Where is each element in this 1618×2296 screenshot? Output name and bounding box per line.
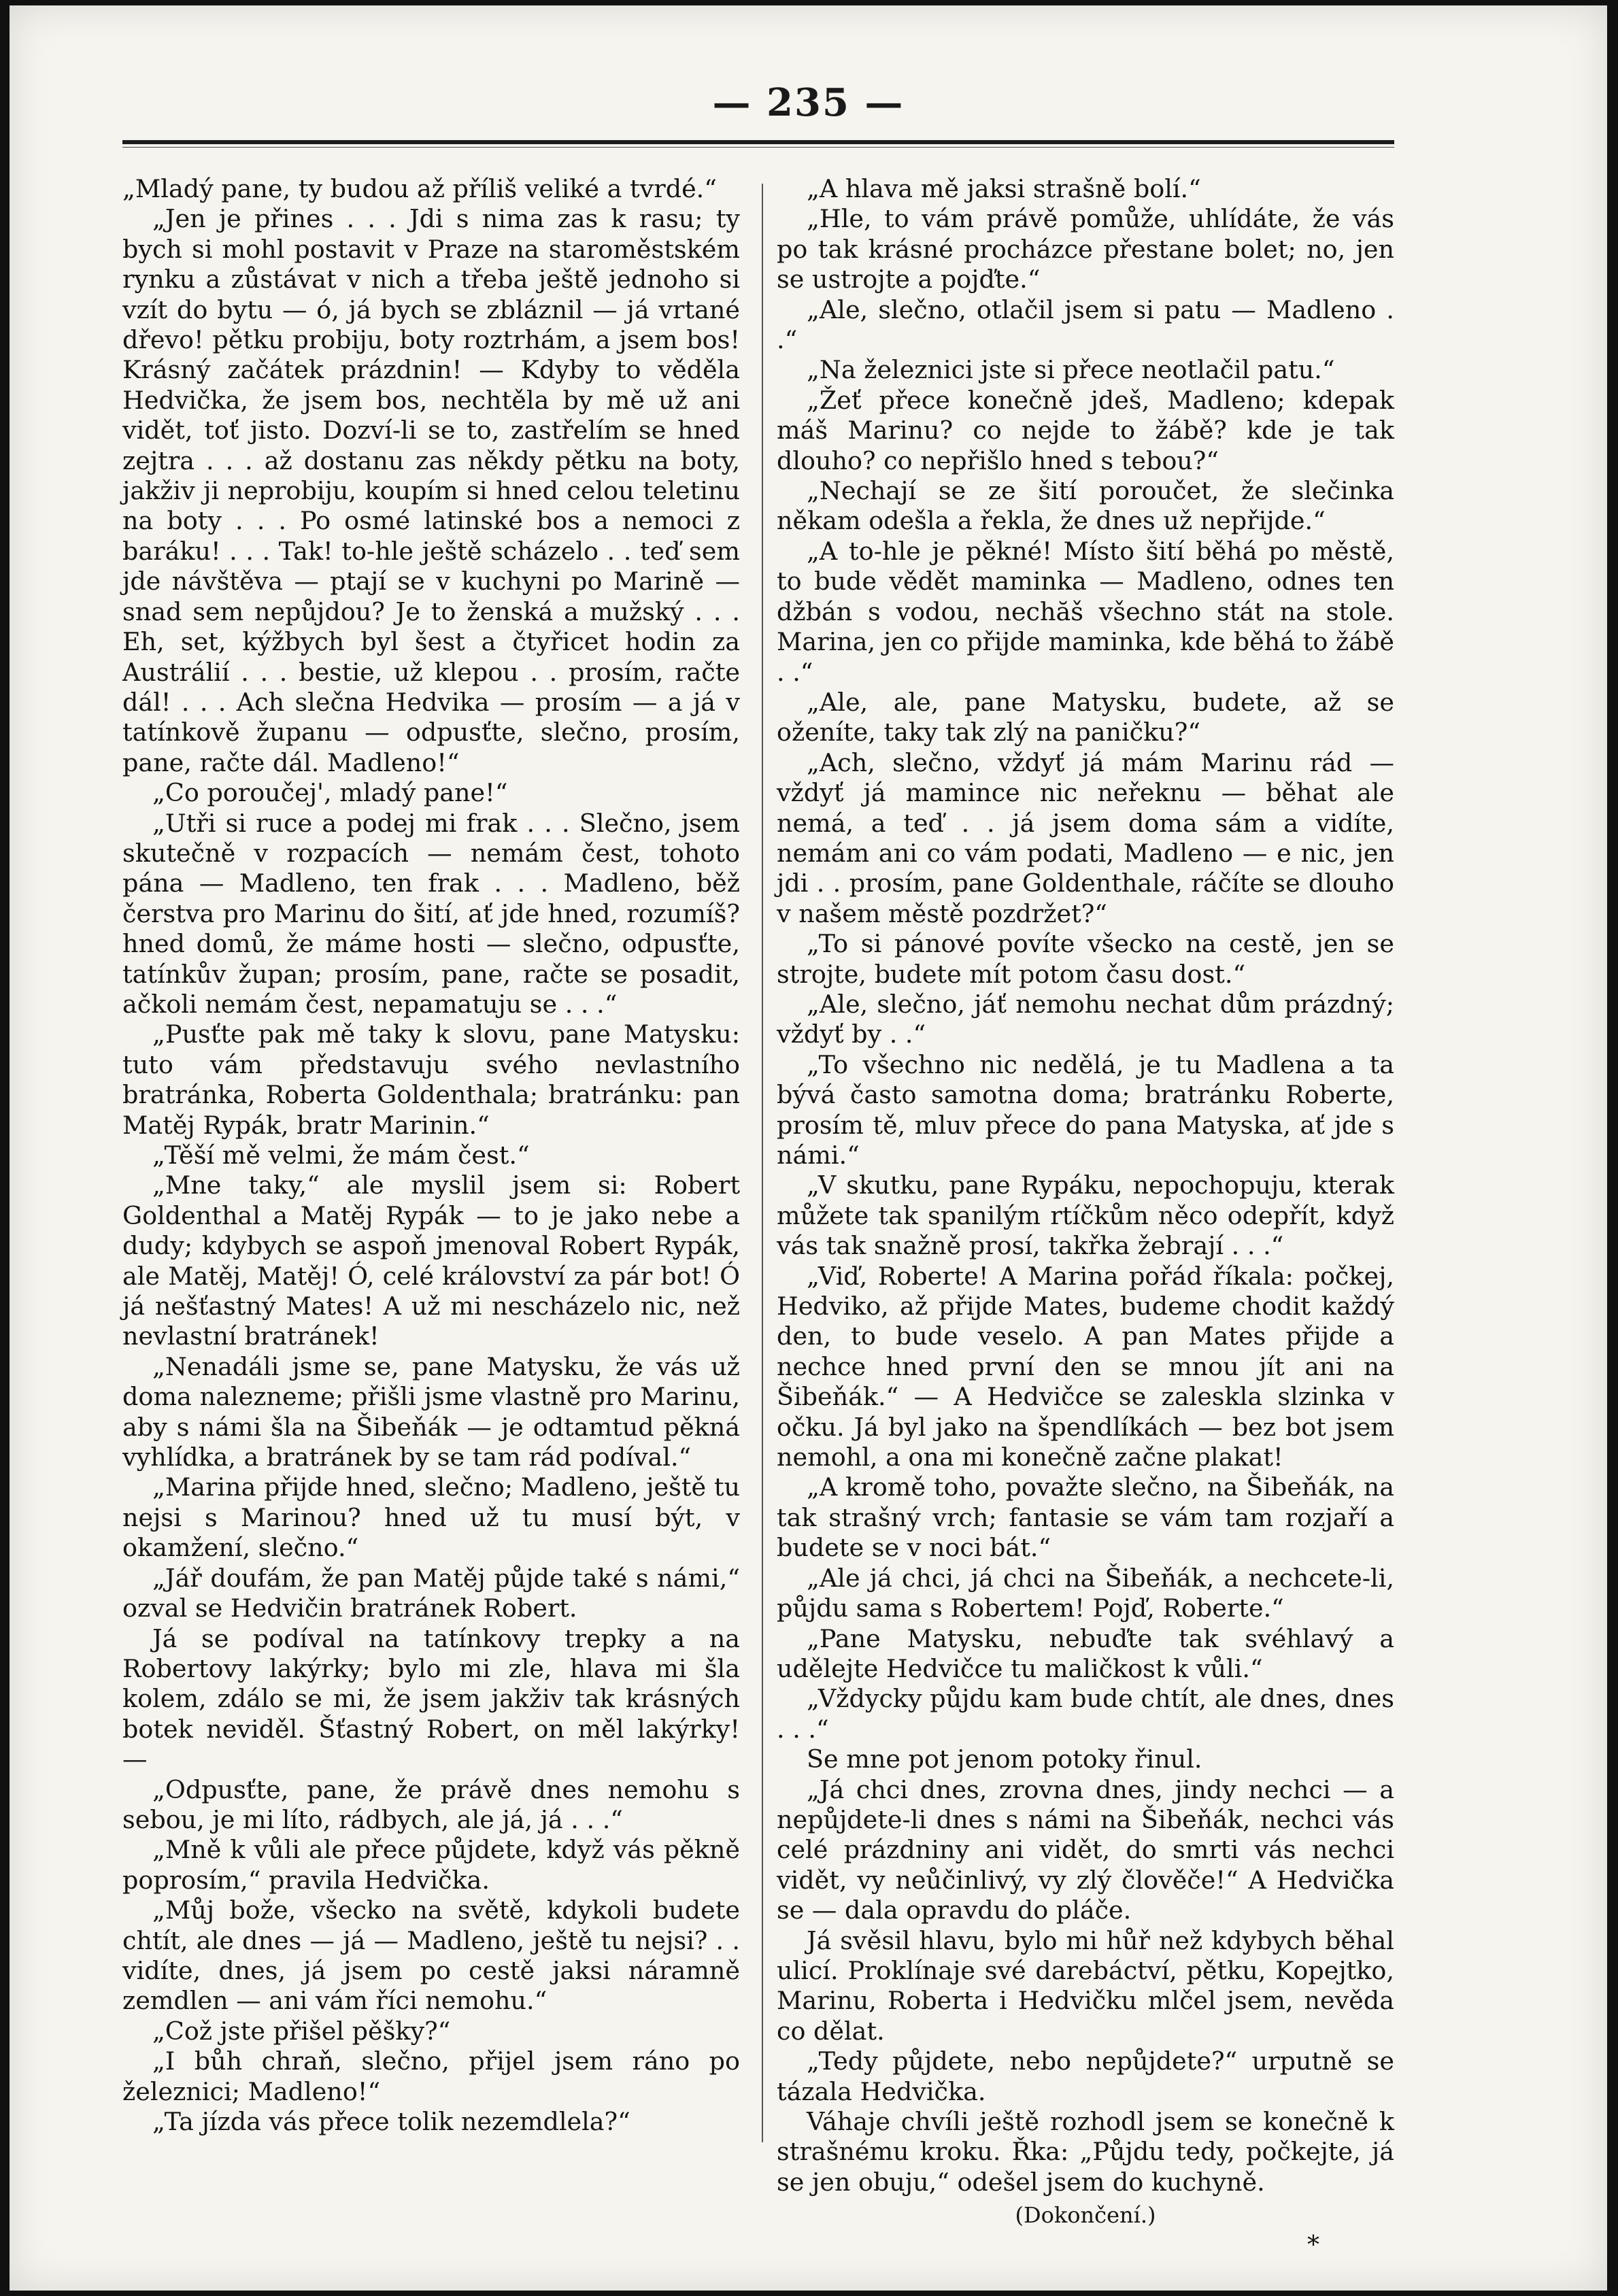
right-column bbox=[777, 174, 1394, 2261]
paragraph: „To všechno nic nedělá, je tu Madlena a ta bývá často samotna doma; bratránku Roberte, prosím tě, mluv přece do pana Matyska, ať jde s námi.“ bbox=[777, 1049, 1394, 1170]
paragraph: „Těší mě velmi, že mám čest.“ bbox=[152, 1141, 530, 1170]
paragraph: „Ale, slečno, otlačil jsem si patu — Madleno . .“ bbox=[777, 294, 1394, 355]
paragraph: „Můj bože, všecko na světě, kdykoli budete chtít, ale dnes — já — Madleno, ještě tu nejsi? . . vidíte, dnes, já jsem po cestě jaksi náramně zemdlen — ani vám říci nemohu.“ bbox=[122, 1895, 740, 2016]
header-rule bbox=[122, 140, 1394, 144]
paragraph: Se mne pot jenom potoky řinul. bbox=[807, 1744, 1202, 1774]
paragraph: „Na železnici jste si přece neotlačil patu.“ bbox=[807, 355, 1335, 385]
paragraph: „Já chci dnes, zrovna dnes, jindy nechci — a nepůjdete-li dnes s námi na Šibeňák, nechci vás celé prázdniny ani vidět, do smrti vás nechci vidět, vy neůčinlivý, vy zlý člověče!“ A Hedvička se — dala opravdu do pláče. bbox=[777, 1774, 1394, 1925]
paragraph: „Mladý pane, ty budou až příliš veliké a tvrdé.“ bbox=[122, 174, 717, 203]
paragraph: „Co poroučej', mladý pane!“ bbox=[152, 778, 508, 808]
paragraph: „Mně k vůli ale přece půjdete, když vás pěkně poprosím,“ pravila Hedvička. bbox=[122, 1835, 740, 1895]
paragraph: „Jen je přines . . . Jdi s nima zas k rasu; ty bych si mohl postavit v Praze na staroměstském rynku a zůstávat v nich a třeba ještě jednoho si vzít do bytu — ó, já bych se zbláznil — já vrtané dřevo! pětku probiju, boty roztrhám, a jsem bos! Krásný začátek prázdnin! — Kdyby to věděla Hedvička, že jsem bos, nechtěla by mě už ani vidět, toť jisto. Dozví-li se to, zastřelím se hned zejtra . . . až dostanu zas někdy pětku na boty, jakživ ji neprobiju, koupím si hned celou teletinu na boty . . . Po osmé latinské bos a nemoci z baráku! . . . Tak! to-hle ještě scházelo . . teď sem jde návštěva — ptají se v kuchyni po Marině — snad sem nepůjdou? Je to ženská a mužský . . . Eh, set, kýžbych byl šest a čtyřicet hodin za Austrálií . . . bestie, už klepou . . prosím, račte dál! . . . Ach slečna Hedvika — prosím — a já v tatínkově županu — odpusťte, slečno, prosím, pane, račte dál. Madleno!“ bbox=[122, 204, 740, 777]
paragraph: Váhaje chvíli ještě rozhodl jsem se konečně k strašnému kroku. Řka: „Půjdu tedy, počkejte, já se jen obuju,“ odešel jsem do kuchyně. bbox=[777, 2107, 1394, 2197]
paragraph: „Utři si ruce a podej mi frak . . . Slečno, jsem skutečně v rozpacích — nemám čest, tohoto pána — Madleno, ten frak . . . Madleno, běž čerstva pro Marinu do šití, ať jde hned, rozumíš? hned domů, že máme hosti — slečno, odpusťte, tatínkův župan; prosím, pane, račte se posadit, ačkoli nemám čest, nepamatuju se . . .“ bbox=[122, 808, 740, 1019]
paragraph: „Ach, slečno, vždyť já mám Marinu rád — vždyť já mamince nic neřeknu — běhat ale nemá, a teď . . já jsem doma sám a vidíte, nemám ani co vám podati, Madleno — e nic, jen jdi . . prosím, pane Goldenthale, ráčíte se dlouho v našem městě pozdržet?“ bbox=[777, 747, 1394, 928]
paragraph: „Pusťte pak mě taky k slovu, pane Matysku: tuto vám představuju svého nevlastního bratránka, Roberta Goldenthala; bratránku: pan Matěj Rypák, bratr Marinin.“ bbox=[122, 1019, 740, 1140]
paragraph: „Což jste přišel pěšky?“ bbox=[152, 2016, 451, 2046]
paragraph: „Žeť přece konečně jdeš, Madleno; kdepak máš Marinu? co nejde to žábě? kde je tak dlouho? co nepřišlo hned s tebou?“ bbox=[777, 385, 1394, 475]
newspaper-page bbox=[10, 5, 1607, 2291]
column-divider bbox=[762, 184, 763, 2142]
paragraph: „To si pánové povíte všecko na cestě, jen se strojte, budete mít potom času dost.“ bbox=[777, 929, 1394, 989]
page-number: — 235 — bbox=[712, 80, 905, 125]
paragraph: „Ale já chci, já chci na Šibeňák, a nechcete-li, půjdu sama s Robertem! Pojď, Roberte.“ bbox=[777, 1563, 1394, 1623]
paragraph: „Marina přijde hned, slečno; Madleno, ještě tu nejsi s Marinou? hned už tu musí být, v okamžení, slečno.“ bbox=[122, 1472, 740, 1563]
paragraph: „Vždycky půjdu kam bude chtít, ale dnes, dnes . . .“ bbox=[777, 1684, 1394, 1744]
continued-note: (Dokončení.) bbox=[1015, 2202, 1156, 2229]
paragraph: „I bůh chraň, slečno, přijel jsem ráno po železnici; Madleno!“ bbox=[122, 2046, 740, 2106]
paragraph: „Tedy půjdete, nebo nepůjdete?“ urputně se tázala Hedvička. bbox=[777, 2046, 1394, 2106]
paragraph: „Pane Matysku, nebuďte tak svéhlavý a udělejte Hedvičce tu maličkost k vůli.“ bbox=[777, 1623, 1394, 1683]
paragraph: „Odpusťte, pane, že právě dnes nemohu s sebou, je mi líto, rádbych, ale já, já . . .“ bbox=[122, 1774, 740, 1834]
asterisk-ornament: * bbox=[1307, 2231, 1319, 2259]
paragraph: „Jář doufám, že pan Matěj půjde také s námi,“ ozval se Hedvičin bratránek Robert. bbox=[122, 1563, 740, 1623]
paragraph: Já se podíval na tatínkovy trepky a na Robertovy lakýrky; bylo mi zle, hlava mi šla kolem, zdálo se mi, že jsem jakživ tak krásných botek neviděl. Šťastný Robert, on měl lakýrky! — bbox=[122, 1623, 740, 1774]
paragraph: „Viď, Roberte! A Marina pořád říkala: počkej, Hedviko, až přijde Mates, budeme chodit každý den, to bude veselo. A pan Mates přijde a nechce hned první den se mnou jít ani na Šibeňák.“ — A Hedvičce se zaleskla slzinka v očku. Já byl jako na špendlíkách — bez bot jsem nemohl, a ona mi konečně začne plakat! bbox=[777, 1261, 1394, 1472]
paragraph: „Ta jízda vás přece tolik nezemdlela?“ bbox=[152, 2107, 630, 2136]
paragraph: „V skutku, pane Rypáku, nepochopuju, kterak můžete tak spanilým rtíčkům něco odepřít, když vás tak snažně prosí, takřka žebrají . . .“ bbox=[777, 1170, 1394, 1261]
paragraph: „Hle, to vám právě pomůže, uhlídáte, že vás po tak krásné procházce přestane bolet; no, jen se ustrojte a pojďte.“ bbox=[777, 204, 1394, 294]
paragraph: „Ale, slečno, jáť nemohu nechat dům prázdný; vždyť by . .“ bbox=[777, 989, 1394, 1049]
left-column bbox=[122, 174, 740, 2137]
paragraph: „Nechají se ze šití poroučet, že slečinka někam odešla a řekla, že dnes už nepřijde.“ bbox=[777, 476, 1394, 536]
header-rule-thin bbox=[122, 147, 1394, 148]
paragraph: „A hlava mě jaksi strašně bolí.“ bbox=[807, 174, 1201, 203]
paragraph: Já svěsil hlavu, bylo mi hůř než kdybych běhal ulicí. Proklínaje své darebáctví, pětku, Kopejtko, Marinu, Roberta i Hedvičku mlčel jsem, nevěda co dělat. bbox=[777, 1925, 1394, 2046]
paragraph: „Mne taky,“ ale myslil jsem si: Robert Goldenthal a Matěj Rypák — to je jako nebe a dudy; kdybych se aspoň jmenoval Robert Rypák, ale Matěj, Matěj! Ó, celé království za pár bot! Ó já nešťastný Mates! A už mi nescházelo nic, než nevlastní bratránek! bbox=[122, 1170, 740, 1351]
paragraph: „A to-hle je pěkné! Místo šití běhá po městě, to bude vědět maminka — Madleno, odnes ten džbán s vodou, nechăš všechno stát na stole. Marina, jen co přijde maminka, kde běhá to žábě . .“ bbox=[777, 536, 1394, 687]
paragraph: „Nenadáli jsme se, pane Matysku, že vás už doma nalezneme; přišli jsme vlastně pro Marinu, aby s námi šla na Šibeňák — je odtamtud pěkná vyhlídka, a bratránek by se tam rád podíval.“ bbox=[122, 1351, 740, 1472]
paragraph: „A kromě toho, považte slečno, na Šibeňák, na tak strašný vrch; fantasie se vám tam rozjaří a budete se v noci bát.“ bbox=[777, 1472, 1394, 1563]
paragraph: „Ale, ale, pane Matysku, budete, až se oženíte, taky tak zlý na paničku?“ bbox=[777, 687, 1394, 747]
